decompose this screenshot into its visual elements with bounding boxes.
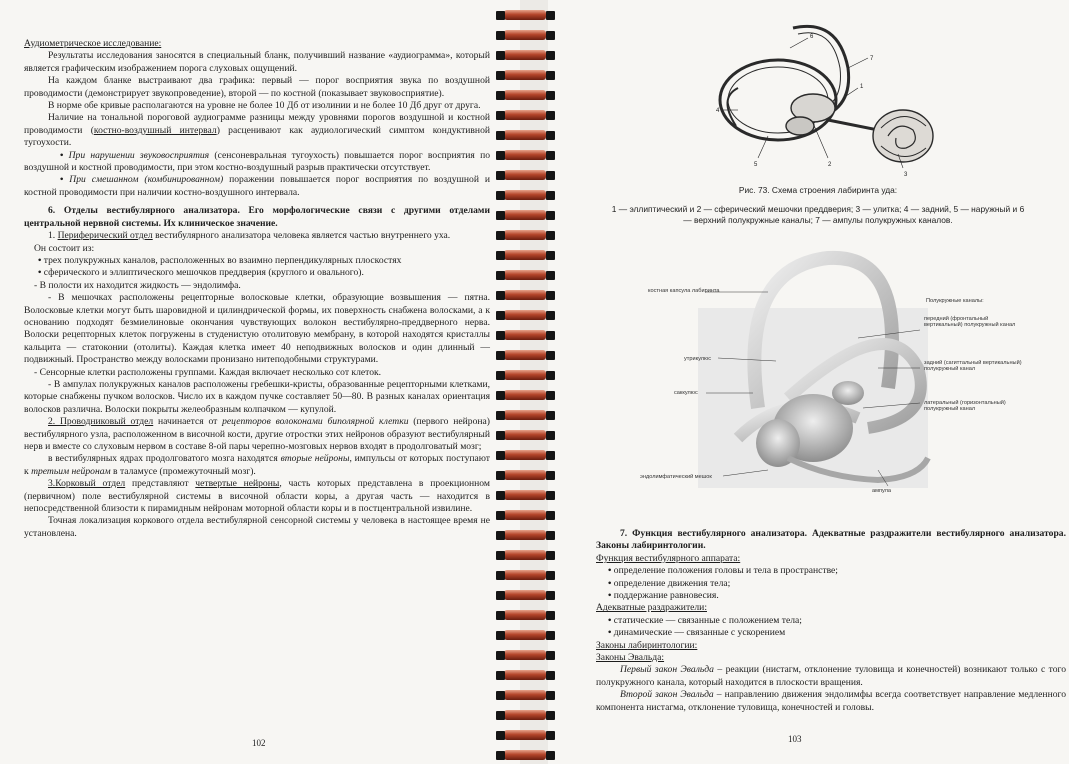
text-span: Периферический отдел — [57, 230, 153, 242]
binding-hole — [496, 391, 505, 400]
text-span: четвертые нейроны — [195, 478, 280, 490]
binding-ring — [504, 650, 546, 660]
binding-hole — [546, 551, 555, 560]
binding-hole — [496, 271, 505, 280]
binding-hole — [546, 651, 555, 660]
binding-hole — [546, 391, 555, 400]
binding-ring — [504, 370, 546, 380]
binding-hole — [546, 331, 555, 340]
list-item: • сферического и эллиптического мешочков преддверия (круглого и овального). — [24, 267, 490, 279]
paragraph — [24, 112, 490, 149]
binding-hole — [546, 271, 555, 280]
binding-hole — [496, 191, 505, 200]
paragraph: - Сенсорные клетки расположены группами. Каждая включает несколько сот клеток. — [34, 366, 382, 378]
figure-73-caption-body: 1 — эллиптический и 2 — сферический мешочки преддверия; 3 — улитка; 4 — задний, 5 — наружный и 6 — верхний полукружные каналы; 7 — ампулы полукружных каналов. — [611, 204, 1025, 225]
stimuli-title: Адекватные раздражители: — [596, 602, 707, 614]
binding-ring — [504, 570, 546, 580]
binding-hole — [546, 311, 555, 320]
binding-ring — [504, 170, 546, 180]
binding-ring — [504, 390, 546, 400]
binding-ring — [504, 550, 546, 560]
text-span: костно-воздушный интервал — [93, 124, 217, 136]
binding-ring — [504, 90, 546, 100]
binding-hole — [496, 451, 505, 460]
binding-hole — [546, 251, 555, 260]
binding-hole — [496, 731, 505, 740]
binding-ring — [504, 730, 546, 740]
figure-number-label: 4 — [716, 108, 720, 114]
label-endolymphatic-sac: эндолимфатический мешок — [640, 474, 712, 480]
paragraph: - В полости их находится жидкость — эндолимфа. — [34, 279, 241, 291]
ewald-law-1 — [596, 664, 1066, 689]
binding-hole — [496, 691, 505, 700]
function-item: • поддержание равновесия. — [596, 590, 1066, 602]
binding-hole — [496, 51, 505, 60]
label-lateral-canal: латеральный (горизонтальный) полукружный канал — [924, 400, 1006, 413]
binding-hole — [546, 671, 555, 680]
binding-hole — [546, 571, 555, 580]
label-ampulla: ампула — [872, 488, 892, 494]
left-page — [0, 0, 520, 764]
binding-hole — [496, 11, 505, 20]
binding-ring — [504, 50, 546, 60]
figure-number-label: 2 — [828, 162, 832, 168]
binding-ring — [504, 410, 546, 420]
bullet — [48, 150, 69, 161]
binding-hole — [546, 711, 555, 720]
text-span: в таламусе (промежуточный мозг). — [110, 465, 256, 477]
binding-hole — [546, 431, 555, 440]
binding-ring — [504, 450, 546, 460]
paragraph: - В ампулах полукружных каналов расположены гребешки-кристы, образованные рецепторными клетками, которые снабжены пучком волосков. Число их в каждом пучке составляет 50—80. В разных каналах ориентация волосков различна. Волоски покрыты желеобразным колпачком — купулой. — [24, 378, 490, 415]
bullet-paragraph — [24, 174, 490, 199]
binding-hole — [546, 491, 555, 500]
binding-ring — [504, 590, 546, 600]
labyrinth-3d-figure — [588, 248, 1028, 500]
binding-hole — [496, 491, 505, 500]
text-span: (сенсоневральная тугоухость) повышается порог восприятия по воздушной и костной проводимости, при этом костно-воздушный разрыв практически отсутствует. — [24, 149, 491, 174]
binding-hole — [546, 91, 555, 100]
binding-hole — [496, 591, 505, 600]
text-span: вторые нейроны — [280, 453, 350, 465]
paragraph — [24, 478, 490, 515]
binding-hole — [496, 371, 505, 380]
binding-hole — [496, 671, 505, 680]
text-span: 1. — [48, 230, 58, 242]
paragraph: На каждом бланке выстраивают два графика: первый — порог восприятия звука по воздушной проводимости (демонстрирует звукопроведение), второй — по костной (показывает звуковосприятие). — [24, 75, 490, 99]
binding-ring — [504, 230, 546, 240]
binding-ring — [504, 150, 546, 160]
figure-number-label: 7 — [870, 56, 874, 62]
binding-hole — [546, 691, 555, 700]
figure-number-label: 1 — [860, 84, 864, 90]
text-span: , импульсы от которых поступают к — [24, 453, 490, 477]
bullet-paragraph — [24, 150, 490, 175]
binding-hole — [496, 111, 505, 120]
page-number: 103 — [788, 734, 802, 744]
binding-hole — [496, 431, 505, 440]
binding-hole — [546, 171, 555, 180]
binding-hole — [546, 591, 555, 600]
paragraph — [24, 453, 490, 478]
binding-hole — [546, 451, 555, 460]
binding-hole — [496, 631, 505, 640]
function-item: • определение положения головы и тела в пространстве; — [596, 565, 1066, 577]
binding-ring — [504, 10, 546, 20]
labyrinth-sketch-figure — [698, 8, 948, 188]
text-span: начинается от — [153, 416, 223, 428]
binding-hole — [546, 631, 555, 640]
binding-hole — [496, 31, 505, 40]
laws-title: Законы лабиринтологии: — [596, 639, 698, 651]
figure-number-label: 6 — [810, 34, 814, 40]
text-span: 3.Корковый отдел — [48, 478, 126, 490]
binding-ring — [504, 610, 546, 620]
binding-hole — [496, 551, 505, 560]
ewald-law-2 — [596, 689, 1066, 714]
audiometry-heading-text: Аудиометрическое исследование: — [24, 38, 162, 49]
label-anterior-canal: передний (фронтальный вертикальный) полукружный канал — [924, 316, 1016, 329]
text-span: – реакции (нистагм, отклонение туловища и конечностей) возникают только с того полукружного канала, который находится в плоскости вращения. — [596, 664, 1066, 688]
binding-ring — [504, 490, 546, 500]
binding-hole — [546, 231, 555, 240]
binding-hole — [496, 571, 505, 580]
binding-ring — [504, 710, 546, 720]
binding-hole — [546, 211, 555, 220]
binding-ring — [504, 70, 546, 80]
list-item: • трех полукружных каналов, расположенных во взаимно перпендикулярных плоскостях — [24, 255, 490, 267]
binding-ring — [504, 250, 546, 260]
binding-hole — [546, 471, 555, 480]
binding-hole — [496, 751, 505, 760]
binding-hole — [546, 191, 555, 200]
text-span: – направлению движения эндолимфы всегда соответствует направление медленного компонента нистагма, отклонение туловища, конечностей и головы. — [596, 689, 1066, 713]
stimuli-item: • динамические — связанные с ускорением — [596, 627, 1066, 639]
function-title: Функция вестибулярного аппарата: — [596, 552, 741, 564]
text-span: рецепторов волоконами биполярной клетки — [222, 416, 409, 428]
stimuli-item: • статические — связанные с положением тела; — [596, 615, 1066, 627]
binding-hole — [496, 171, 505, 180]
binding-hole — [546, 611, 555, 620]
binding-hole — [546, 111, 555, 120]
binding-ring — [504, 470, 546, 480]
page-number: 102 — [252, 738, 266, 748]
binding-hole — [496, 311, 505, 320]
text-span: ) расценивают как аудиологический симптом кондуктивной тугоухости. — [24, 124, 490, 149]
label-posterior-canal: задний (сагиттальный вертикальный) полукружный канал — [924, 360, 1022, 373]
binding-hole — [496, 511, 505, 520]
paragraph — [24, 230, 490, 242]
paragraph: В норме обе кривые располагаются на уровне не более 10 Дб от изолинии и не более 10 Дб друг от друга. — [48, 100, 481, 112]
binding-hole — [496, 331, 505, 340]
binding-hole — [496, 611, 505, 620]
binding-hole — [546, 31, 555, 40]
figure-number-label: 3 — [904, 172, 908, 178]
binding-hole — [546, 531, 555, 540]
labyrinth-3d-drawing — [588, 248, 1028, 500]
label-sacculus: саккулюс — [674, 390, 698, 396]
function-item: • определение движения тела; — [596, 578, 1066, 590]
binding-hole — [546, 351, 555, 360]
text-span: (первого нейрона) вестибулярного узла, расположенном в височной кости, другие отростки этих нейронов образуют вестибулярный нерв и вместе со слуховым нервом в составе 8-ой пары черепно-мозговых нервов входят в продолговатый мозг; — [24, 416, 490, 452]
figure-number-label: 5 — [754, 162, 758, 168]
binding-hole — [496, 411, 505, 420]
binding-ring — [504, 690, 546, 700]
paragraph — [24, 416, 490, 453]
binding-ring — [504, 670, 546, 680]
label-canals: Полукружные каналы: — [926, 298, 984, 304]
binding-hole — [496, 71, 505, 80]
text-span: Первый закон Эвальда — [620, 664, 714, 676]
binding-ring — [504, 750, 546, 760]
binding-ring — [504, 30, 546, 40]
binding-hole — [496, 531, 505, 540]
right-page — [548, 0, 1069, 764]
binding-ring — [504, 430, 546, 440]
section-heading-7: 7. Функция вестибулярного анализатора. Адекватные раздражители вестибулярного анализатора. Законы лабиринтологии. — [596, 528, 1066, 552]
binding-hole — [496, 291, 505, 300]
paragraph: Он состоит из: — [34, 242, 95, 254]
binding-hole — [546, 411, 555, 420]
right-text-block — [596, 528, 1066, 714]
audiometry-heading — [24, 38, 490, 50]
figure-73-caption-title: Рис. 73. Схема строения лабиринта уда: — [738, 185, 898, 195]
binding-hole — [496, 711, 505, 720]
text-span: поражении повышается порог восприятия по воздушной и костной проводимости при наличии костно-воздушного интервала. — [24, 174, 490, 198]
text-span: , часть которых представлена в проекционном (первичном) поле вестибулярной системы в височной области коры, а другая часть — находится в непосредственной близости к пирамидным нейронам моторной области коры и в постцентральной извилине. — [24, 478, 490, 515]
bullet — [48, 174, 69, 185]
section-heading-6: 6. Отделы вестибулярного анализатора. Его морфологические связи с другими отделами центральной нервной системы. Их клиническое значение. — [24, 205, 490, 229]
spiral-binding — [482, 0, 568, 764]
binding-ring — [504, 270, 546, 280]
paragraph: - В мешочках расположены рецепторные волосковые клетки, образующие возвышения — пятна. Волосковые клетки могут быть шаровидной и цилиндрической формы, их поверхность снабжена волосками, а к основанию подходят безмиелиновые окончания чувствующих волокон вестибулярно-преддверного нерва. Волоски рецепторных клеток погружены в студенистую отолитовую мембрану, в которой находятся кристаллы кальцита — статоконии (отолиты). Каждая клетка имеет 40 неподвижных волосков и один длинный — подвижный. Пространство между волосками пронизано нитеподобными структурами. — [24, 292, 490, 366]
text-span: в вестибулярных ядрах продолговатого мозга находятся — [48, 453, 281, 465]
binding-ring — [504, 330, 546, 340]
binding-hole — [496, 651, 505, 660]
binding-hole — [496, 211, 505, 220]
paragraph: Результаты исследования заносятся в специальный бланк, получивший название «аудиограмма», который является графическим изображением порога слуховых ощущений. — [24, 50, 490, 74]
text-span: Наличие на тональной пороговой аудиограмме разницы между уровнями порогов воздушной и костной проводимости ( — [24, 112, 490, 136]
binding-ring — [504, 130, 546, 140]
binding-hole — [496, 91, 505, 100]
ewald-title: Законы Эвальда: — [596, 652, 665, 664]
binding-ring — [504, 350, 546, 360]
label-utriculus: утрикулюс — [684, 356, 712, 362]
text-span: Второй закон Эвальда — [620, 689, 714, 701]
binding-hole — [546, 731, 555, 740]
paragraph: Точная локализация коркового отдела вестибулярной сенсорной системы у человека в настоящее время не установлена. — [24, 515, 490, 539]
binding-hole — [546, 11, 555, 20]
binding-ring — [504, 530, 546, 540]
binding-hole — [546, 131, 555, 140]
binding-hole — [546, 371, 555, 380]
text-span: вестибулярного анализатора человека является частью внутреннего уха. — [152, 230, 451, 242]
binding-ring — [504, 630, 546, 640]
text-span: 2. Проводниковый отдел — [48, 416, 154, 428]
binding-hole — [496, 131, 505, 140]
binding-hole — [546, 71, 555, 80]
binding-ring — [504, 310, 546, 320]
text-span: При нарушении звуковосприятия — [68, 149, 210, 161]
label-capsule: костная капсула лабиринта — [648, 288, 720, 294]
binding-ring — [504, 290, 546, 300]
binding-hole — [546, 151, 555, 160]
binding-hole — [496, 351, 505, 360]
binding-hole — [546, 511, 555, 520]
binding-hole — [496, 471, 505, 480]
binding-ring — [504, 110, 546, 120]
binding-hole — [546, 51, 555, 60]
binding-hole — [496, 231, 505, 240]
binding-hole — [496, 251, 505, 260]
text-span: представляют — [125, 478, 196, 490]
binding-ring — [504, 210, 546, 220]
binding-ring — [504, 510, 546, 520]
binding-ring — [504, 190, 546, 200]
binding-hole — [546, 291, 555, 300]
text-span: третьим нейронам — [31, 465, 111, 477]
binding-hole — [546, 751, 555, 760]
text-span: При смешанном (комбинированном) — [69, 174, 224, 186]
binding-hole — [496, 151, 505, 160]
